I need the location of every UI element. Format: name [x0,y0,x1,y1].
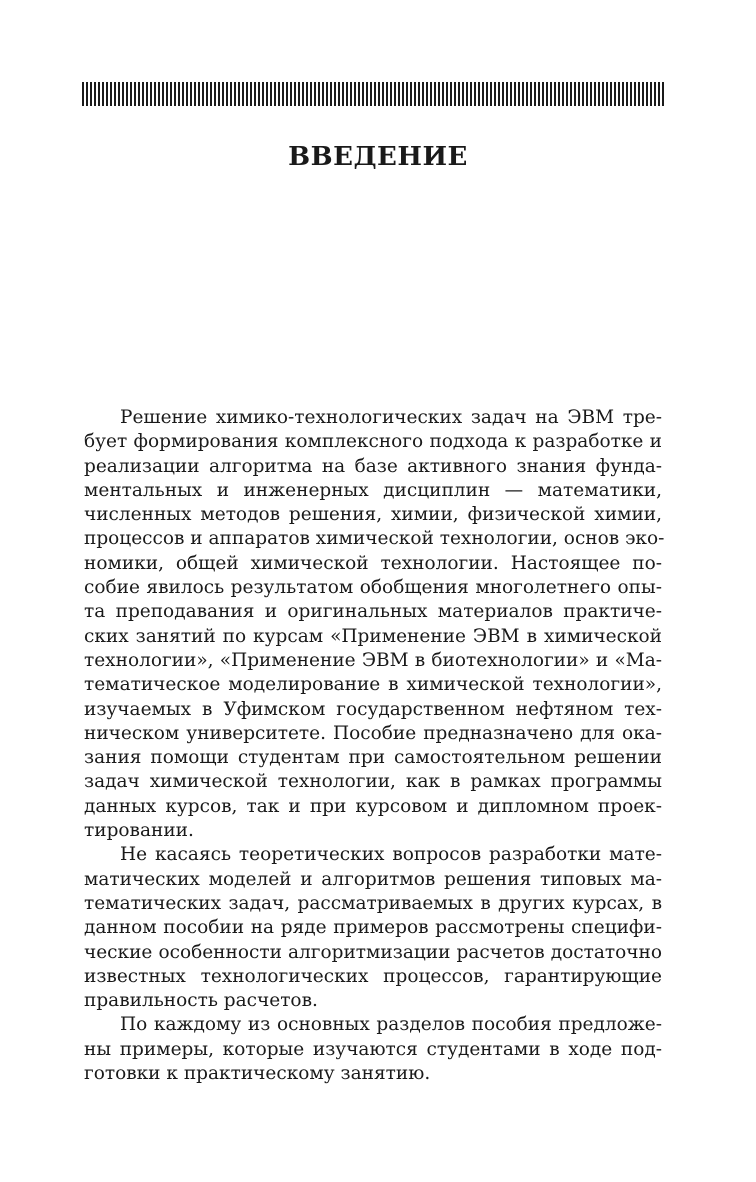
text-line: правильность расчетов. [84,990,318,1012]
text-line: тировании. [84,820,194,842]
text-line: тематических задач, рассматриваемых в других курсах, в [84,892,662,914]
text-line: Не касаясь теоретических вопросов разработки мате- [120,844,662,866]
text-line: матических моделей и алгоритмов решения типовых ма- [84,868,662,890]
text-line: процессов и аппаратов химической технологии, основ эко- [84,528,665,550]
text-line: зания помощи студентам при самостоятельном решении [84,747,662,769]
text-line: известных технологических процессов, гарантирующие [84,965,662,987]
text-line: ническом университете. Пособие предназначено для ока- [84,722,662,744]
text-line: реализации алгоритма на базе активного знания фунда- [84,455,662,477]
paragraph-1 [84,406,665,843]
text-line: собие явилось результатом обобщения многолетнего опы- [84,577,662,599]
text-line: та преподавания и оригинальных материалов практиче- [84,601,662,623]
text-line: ческие особенности алгоритмизации расчетов достаточно [84,941,662,963]
paragraph-2 [84,843,662,1013]
text-line: готовки к практическому занятию. [84,1063,431,1085]
text-line: численных методов решения, химии, физической химии, [84,504,662,526]
body-text [84,406,665,1086]
text-line: изучаемых в Уфимском государственном нефтяном тех- [84,698,662,720]
text-line: технологии», «Применение ЭВМ в биотехнологии» и «Ма- [84,649,662,671]
text-line: данных курсов, так и при курсовом и дипломном проек- [84,795,662,817]
text-line: ментальных и инженерных дисциплин — математики, [84,479,662,501]
chapter-title: ВВЕДЕНИЕ [288,142,468,172]
text-line: ны примеры, которые изучаются студентами в ходе под- [84,1038,662,1060]
decorative-header-rule [82,82,664,106]
text-line: ских занятий по курсам «Применение ЭВМ в химической [84,625,662,647]
text-line: данном пособии на ряде примеров рассмотрены специфи- [84,917,662,939]
text-line: номики, общей химической технологии. Настоящее по- [84,552,662,574]
text-line: задач химической технологии, как в рамках программы [84,771,662,793]
paragraph-3 [84,1013,662,1086]
text-line: бует формирования комплексного подхода к разработке и [84,431,662,453]
text-line: Решение химико-технологических задач на ЭВМ тре- [120,407,662,428]
text-line: По каждому из основных разделов пособия предложе- [120,1014,662,1036]
text-line: тематическое моделирование в химической технологии», [84,674,662,696]
